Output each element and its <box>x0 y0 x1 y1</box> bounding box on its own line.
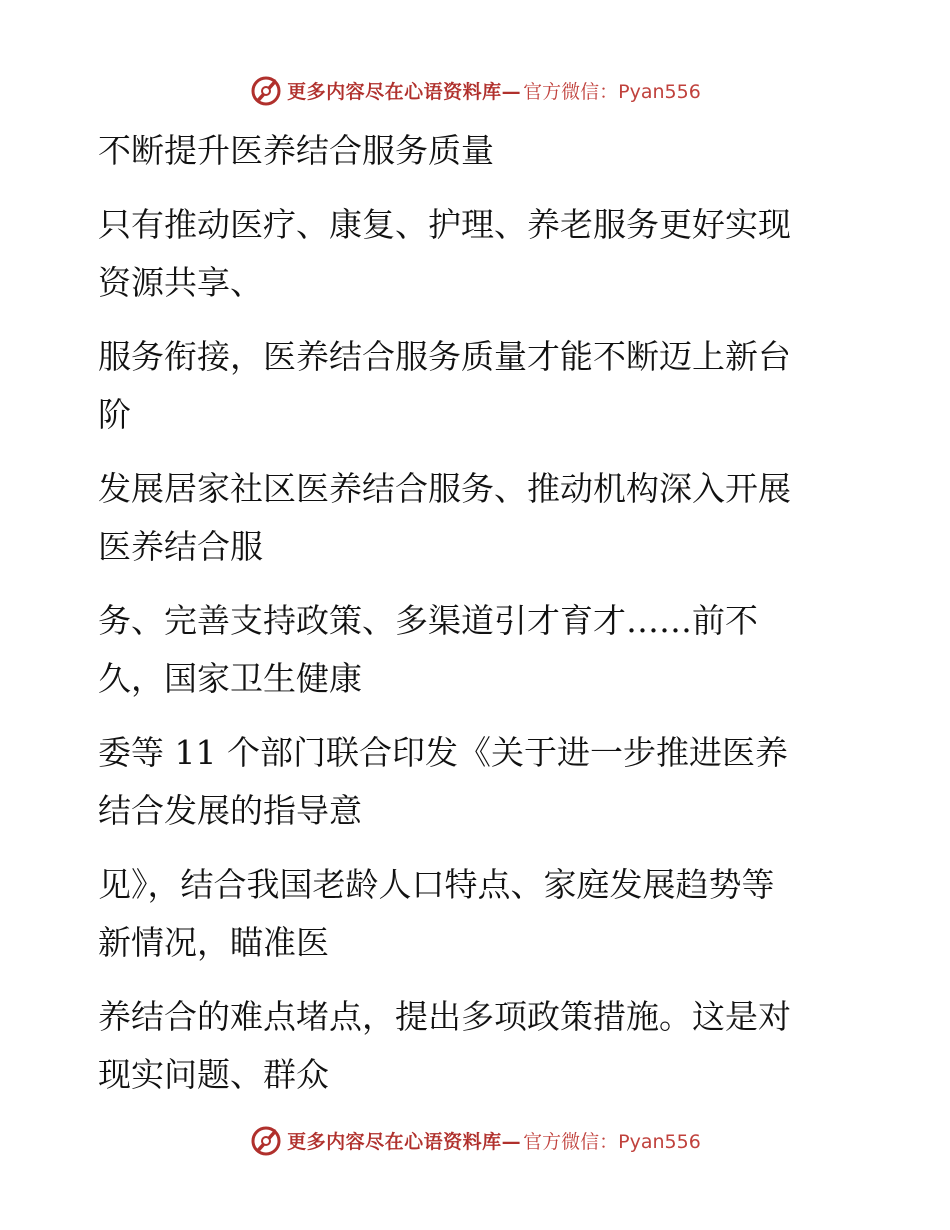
watermark-suffix: 官方微信：Pyan556 <box>523 1130 701 1153</box>
paragraph <box>98 592 838 708</box>
text-line: 久，国家卫生健康 <box>98 659 362 698</box>
quill-pen-logo-icon <box>249 73 283 107</box>
text-line: 新情况，瞄准医 <box>98 923 329 962</box>
text-line: 阶 <box>98 395 131 434</box>
text-line: 结合发展的指导意 <box>98 791 362 830</box>
text-line: 养结合的难点堵点，提出多项政策措施。这是对 <box>98 997 791 1036</box>
text-line: 资源共享、 <box>98 263 263 302</box>
paragraph <box>98 122 838 180</box>
text-line: 见》，结合我国老龄人口特点、家庭发展趋势等 <box>98 865 775 904</box>
paragraph <box>98 856 838 972</box>
paragraph <box>98 196 838 312</box>
text-line: 服务衔接，医养结合服务质量才能不断迈上新台 <box>98 337 791 376</box>
text-line: 现实问题、群众 <box>98 1055 329 1094</box>
watermark-text: 更多内容尽在心语资料库— <box>287 80 522 103</box>
footer-watermark <box>0 1120 950 1160</box>
watermark-text: 更多内容尽在心语资料库— <box>287 1130 522 1153</box>
document-body <box>98 122 838 1104</box>
text-line: 委等 11 个部门联合印发《关于进一步推进医养 <box>98 733 788 772</box>
text-line: 不断提升医养结合服务质量 <box>98 131 494 170</box>
text-line: 发展居家社区医养结合服务、推动机构深入开展 <box>98 469 791 508</box>
paragraph <box>98 988 838 1104</box>
paragraph <box>98 328 838 444</box>
text-line: 医养结合服 <box>98 527 263 566</box>
paragraph <box>98 460 838 576</box>
header-watermark <box>0 70 950 110</box>
watermark-suffix: 官方微信：Pyan556 <box>523 80 701 103</box>
text-line: 只有推动医疗、康复、护理、养老服务更好实现 <box>98 205 791 244</box>
quill-pen-logo-icon <box>249 1123 283 1157</box>
text-line: 务、完善支持政策、多渠道引才育才……前不 <box>98 601 758 640</box>
paragraph <box>98 724 838 840</box>
